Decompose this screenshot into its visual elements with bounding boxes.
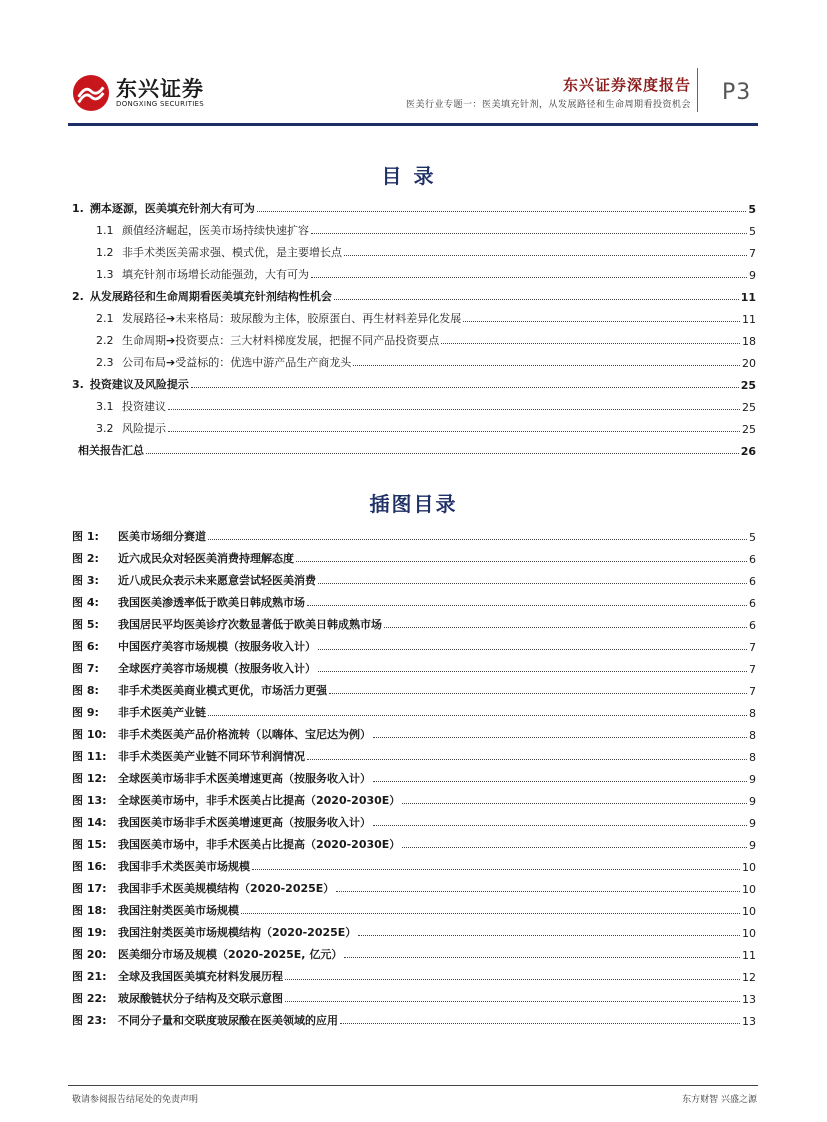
- figure-entry-label: [72, 638, 316, 654]
- figure-caption: 全球及我国医美填充材料发展历程: [118, 970, 283, 983]
- figure-entry-label: [72, 836, 400, 852]
- figure-entry-label: [72, 924, 356, 940]
- page-ref: 26: [740, 445, 756, 458]
- dongxing-logo-icon: [72, 74, 110, 112]
- figure-number: 图 4:: [72, 596, 99, 609]
- page-ref: 10: [742, 927, 756, 940]
- toc-title: 目录: [381, 164, 446, 188]
- figure-number: 图 1:: [72, 530, 99, 543]
- dot-leader: [257, 211, 747, 212]
- dot-leader: [463, 321, 740, 322]
- figure-entry[interactable]: [72, 546, 756, 566]
- toc-list: [72, 196, 756, 460]
- figure-number: 图 16:: [72, 860, 107, 873]
- figure-entry[interactable]: [72, 876, 756, 896]
- report-subtitle: 医美行业专题一：医美填充针剂，从发展路径和生命周期看投资机会: [405, 100, 691, 110]
- toc-entry-label: [96, 222, 309, 238]
- figure-number: 图 3:: [72, 574, 99, 587]
- figure-caption: 全球医疗美容市场规模（按服务收入计）: [118, 662, 316, 675]
- page-ref: 8: [749, 707, 756, 720]
- dot-leader: [146, 453, 739, 454]
- page-ref: 7: [749, 685, 756, 698]
- figure-number: 图 20:: [72, 948, 107, 961]
- toc-entry[interactable]: [72, 240, 756, 260]
- figure-number: 图 15:: [72, 838, 107, 851]
- page-ref: 25: [742, 423, 756, 436]
- figure-entry-label: [72, 1012, 338, 1028]
- figure-entry[interactable]: [72, 722, 756, 742]
- section-number: 3.2: [96, 422, 114, 435]
- toc-entry[interactable]: [72, 284, 756, 304]
- figure-entry-label: [72, 528, 206, 544]
- toc-entry-label: [96, 310, 461, 326]
- page-ref: 9: [749, 773, 756, 786]
- figure-entry[interactable]: [72, 612, 756, 632]
- page-ref: 12: [742, 971, 756, 984]
- toc-entry-label: [72, 376, 189, 392]
- dot-leader: [353, 365, 740, 366]
- dot-leader: [296, 561, 747, 562]
- page-ref: 8: [749, 729, 756, 742]
- figure-number: 图 9:: [72, 706, 99, 719]
- dot-leader: [307, 605, 747, 606]
- figure-entry-label: [72, 858, 250, 874]
- section-title: 相关报告汇总: [78, 444, 144, 457]
- page-ref: 9: [749, 795, 756, 808]
- dot-leader: [285, 979, 740, 980]
- dot-leader: [373, 825, 747, 826]
- dot-leader: [311, 277, 747, 278]
- toc-entry-label: [96, 244, 342, 260]
- section-title: 投资建议: [122, 400, 166, 413]
- figure-number: 图 10:: [72, 728, 107, 741]
- dot-leader: [252, 869, 740, 870]
- figure-caption: 我国医美市场中，非手术医美占比提高（2020-2030E）: [118, 838, 401, 851]
- section-number: 2.2: [96, 334, 114, 347]
- figure-caption: 非手术类医美产品价格流转（以嗨体、宝尼达为例）: [118, 728, 371, 741]
- dot-leader: [318, 671, 747, 672]
- page-ref: 6: [749, 619, 756, 632]
- dot-leader: [441, 343, 740, 344]
- dot-leader: [191, 387, 739, 388]
- toc-entry-label: [72, 288, 332, 304]
- page-ref: 13: [742, 993, 756, 1006]
- figure-entry[interactable]: [72, 920, 756, 940]
- page-ref: 6: [749, 553, 756, 566]
- figure-entry[interactable]: [72, 854, 756, 874]
- company-logo: [72, 74, 204, 112]
- figure-number: 图 19:: [72, 926, 107, 939]
- page-number: P3: [722, 80, 752, 105]
- figure-entry[interactable]: [72, 700, 756, 720]
- figure-caption: 近八成民众表示未来愿意尝试轻医美消费: [118, 574, 316, 587]
- toc-entry-label: [96, 354, 351, 370]
- section-title: 颜值经济崛起，医美市场持续快速扩容: [122, 224, 309, 237]
- figures-list: [72, 524, 756, 1030]
- section-number: 1.2: [96, 246, 114, 259]
- footer-disclaimer: 敬请参阅报告结尾处的免责声明: [72, 1095, 199, 1105]
- figure-entry-label: [72, 748, 305, 764]
- report-type-title: 东兴证券深度报告: [562, 76, 691, 94]
- page-ref: 18: [742, 335, 756, 348]
- figure-caption: 我国注射类医美市场规模结构（2020-2025E）: [118, 926, 357, 939]
- section-number: 1.: [72, 202, 84, 215]
- figure-number: 图 21:: [72, 970, 107, 983]
- toc-entry[interactable]: [72, 416, 756, 436]
- toc-entry-label: [96, 266, 309, 282]
- page-ref: 11: [742, 949, 756, 962]
- section-title: 风险提示: [122, 422, 166, 435]
- figure-entry-label: [72, 682, 327, 698]
- header-separator: [697, 68, 698, 112]
- page-ref: 5: [748, 203, 756, 216]
- section-number: 2.1: [96, 312, 114, 325]
- figure-entry[interactable]: [72, 634, 756, 654]
- section-number: 3.: [72, 378, 84, 391]
- figure-entry[interactable]: [72, 964, 756, 984]
- dot-leader: [344, 255, 747, 256]
- figure-caption: 全球医美市场中，非手术医美占比提高（2020-2030E）: [118, 794, 401, 807]
- page-ref: 8: [749, 751, 756, 764]
- dot-leader: [344, 957, 740, 958]
- figure-entry-label: [72, 990, 283, 1006]
- figure-number: 图 12:: [72, 772, 107, 785]
- page-ref: 6: [749, 597, 756, 610]
- figure-caption: 不同分子量和交联度玻尿酸在医美领域的应用: [118, 1014, 338, 1027]
- section-title: 非手术类医美需求强、模式优，是主要增长点: [122, 246, 342, 259]
- dot-leader: [208, 715, 747, 716]
- figure-caption: 玻尿酸链状分子结构及交联示意图: [118, 992, 283, 1005]
- toc-entry[interactable]: [72, 438, 756, 458]
- figure-entry[interactable]: [72, 788, 756, 808]
- figure-entry-label: [72, 726, 371, 742]
- dot-leader: [311, 233, 747, 234]
- figure-entry[interactable]: [72, 1008, 756, 1028]
- page-ref: 13: [742, 1015, 756, 1028]
- figure-caption: 我国非手术类医美市场规模: [118, 860, 250, 873]
- figures-title: 插图目录: [369, 492, 458, 516]
- figure-caption: 我国注射类医美市场规模: [118, 904, 239, 917]
- logo-english-name: DONGXING SECURITIES: [116, 99, 205, 108]
- figure-entry[interactable]: [72, 656, 756, 676]
- figure-caption: 我国居民平均医美诊疗次数显著低于欧美日韩成熟市场: [118, 618, 382, 631]
- figure-caption: 我国医美渗透率低于欧美日韩成熟市场: [118, 596, 305, 609]
- section-title: 发展路径➔未来格局：玻尿酸为主体，胶原蛋白、再生材料差异化发展: [122, 312, 462, 325]
- dot-leader: [168, 431, 740, 432]
- page-ref: 7: [749, 663, 756, 676]
- section-title: 生命周期➔投资要点：三大材料梯度发展，把握不同产品投资要点: [122, 334, 440, 347]
- toc-entry[interactable]: [72, 218, 756, 238]
- dot-leader: [373, 737, 747, 738]
- figure-entry-label: [72, 880, 334, 896]
- figure-number: 图 22:: [72, 992, 107, 1005]
- page-ref: 9: [749, 817, 756, 830]
- page-ref: 9: [749, 269, 756, 282]
- figure-caption: 非手术医美产业链: [118, 706, 206, 719]
- section-title: 填充针剂市场增长动能强劲，大有可为: [122, 268, 309, 281]
- figure-caption: 中国医疗美容市场规模（按服务收入计）: [118, 640, 316, 653]
- figure-number: 图 23:: [72, 1014, 107, 1027]
- header-rule: [68, 123, 758, 126]
- figure-entry[interactable]: [72, 810, 756, 830]
- dot-leader: [358, 935, 740, 936]
- dot-leader: [336, 891, 740, 892]
- section-title: 投资建议及风险提示: [89, 378, 189, 391]
- toc-entry-label: [96, 332, 439, 348]
- dot-leader: [318, 583, 747, 584]
- figure-entry[interactable]: [72, 524, 756, 544]
- page-ref: 9: [749, 839, 756, 852]
- figure-number: 图 6:: [72, 640, 99, 653]
- page-ref: 10: [742, 905, 756, 918]
- toc-entry[interactable]: [72, 196, 756, 216]
- figure-entry-label: [72, 770, 371, 786]
- dot-leader: [402, 803, 747, 804]
- page-ref: 7: [749, 247, 756, 260]
- toc-entry[interactable]: [72, 262, 756, 282]
- toc-entry-label: [72, 442, 144, 458]
- section-number: 1.1: [96, 224, 114, 237]
- dot-leader: [285, 1001, 740, 1002]
- figure-entry-label: [72, 572, 316, 588]
- footer-slogan: 东方财智 兴盛之源: [682, 1095, 757, 1105]
- toc-entry[interactable]: [72, 394, 756, 414]
- page-ref: 7: [749, 641, 756, 654]
- figure-entry[interactable]: [72, 590, 756, 610]
- figure-caption: 我国医美市场非手术医美增速更高（按服务收入计）: [118, 816, 371, 829]
- figure-entry[interactable]: [72, 898, 756, 918]
- figure-entry-label: [72, 902, 239, 918]
- figure-entry-label: [72, 814, 371, 830]
- figure-number: 图 13:: [72, 794, 107, 807]
- page-ref: 20: [742, 357, 756, 370]
- dot-leader: [241, 913, 740, 914]
- toc-entry-label: [72, 200, 255, 216]
- figure-number: 图 7:: [72, 662, 99, 675]
- figure-number: 图 5:: [72, 618, 99, 631]
- figure-entry-label: [72, 968, 283, 984]
- toc-entry-label: [96, 420, 166, 436]
- page-ref: 25: [742, 401, 756, 414]
- figure-entry[interactable]: [72, 744, 756, 764]
- dot-leader: [208, 539, 747, 540]
- toc-entry-label: [96, 398, 166, 414]
- footer-rule: [68, 1085, 758, 1086]
- figure-caption: 非手术类医美商业模式更优，市场活力更强: [118, 684, 327, 697]
- figure-entry-label: [72, 660, 316, 676]
- figure-caption: 近六成民众对轻医美消费持理解态度: [118, 552, 294, 565]
- figure-entry[interactable]: [72, 766, 756, 786]
- dot-leader: [340, 1023, 740, 1024]
- dot-leader: [384, 627, 747, 628]
- toc-entry[interactable]: [72, 328, 756, 348]
- figure-entry-label: [72, 594, 305, 610]
- section-number: 3.1: [96, 400, 114, 413]
- page-ref: 11: [740, 291, 756, 304]
- page-ref: 10: [742, 861, 756, 874]
- toc-entry[interactable]: [72, 372, 756, 392]
- logo-chinese-name: 东兴证券: [116, 76, 204, 101]
- figure-caption: 医美市场细分赛道: [118, 530, 206, 543]
- page-ref: 11: [742, 313, 756, 326]
- figure-entry[interactable]: [72, 678, 756, 698]
- figure-entry-label: [72, 946, 342, 962]
- page-ref: 25: [740, 379, 756, 392]
- figure-caption: 非手术类医美产业链不同环节利润情况: [118, 750, 305, 763]
- figure-number: 图 11:: [72, 750, 107, 763]
- page-ref: 5: [749, 225, 756, 238]
- dot-leader: [307, 759, 747, 760]
- figure-number: 图 2:: [72, 552, 99, 565]
- section-number: 2.: [72, 290, 84, 303]
- dot-leader: [168, 409, 740, 410]
- section-title: 溯本逐源，医美填充针剂大有可为: [89, 202, 255, 215]
- figure-number: 图 8:: [72, 684, 99, 697]
- figure-entry[interactable]: [72, 942, 756, 962]
- dot-leader: [402, 847, 747, 848]
- figure-entry-label: [72, 792, 400, 808]
- figure-entry-label: [72, 616, 382, 632]
- page-ref: 6: [749, 575, 756, 588]
- dot-leader: [329, 693, 747, 694]
- figure-number: 图 18:: [72, 904, 107, 917]
- figure-entry[interactable]: [72, 986, 756, 1006]
- dot-leader: [318, 649, 747, 650]
- figure-caption: 全球医美市场非手术医美增速更高（按服务收入计）: [118, 772, 371, 785]
- dot-leader: [334, 299, 739, 300]
- dot-leader: [373, 781, 747, 782]
- figure-number: 图 17:: [72, 882, 107, 895]
- figure-number: 图 14:: [72, 816, 107, 829]
- figure-entry[interactable]: [72, 832, 756, 852]
- page-ref: 10: [742, 883, 756, 896]
- toc-entry[interactable]: [72, 350, 756, 370]
- section-title: 从发展路径和生命周期看医美填充针剂结构性机会: [89, 290, 332, 303]
- page-ref: 5: [749, 531, 756, 544]
- figure-caption: 我国非手术医美规模结构（2020-2025E）: [118, 882, 335, 895]
- section-number: 1.3: [96, 268, 114, 281]
- section-number: 2.3: [96, 356, 114, 369]
- toc-entry[interactable]: [72, 306, 756, 326]
- figure-entry[interactable]: [72, 568, 756, 588]
- figure-entry-label: [72, 704, 206, 720]
- figure-caption: 医美细分市场及规模（2020-2025E, 亿元）: [118, 948, 343, 961]
- figure-entry-label: [72, 550, 294, 566]
- section-title: 公司布局➔受益标的：优选中游产品生产商龙头: [122, 356, 352, 369]
